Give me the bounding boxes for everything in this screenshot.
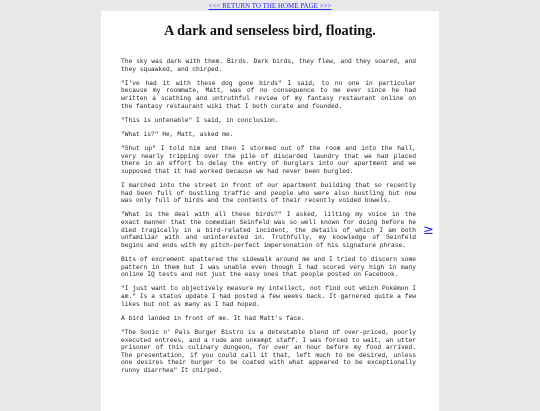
paragraph: "What is?" He, Matt, asked me. xyxy=(121,130,234,138)
paragraph: Bits of excrement spattered the sidewalk around me and I tried to discern some pattern in them but I was unable even though I had scored very high in many online IQ tests and not just the easy ones that people posted on Facebook. xyxy=(121,256,416,279)
next-page-arrow[interactable]: ≥ xyxy=(423,223,434,238)
article-title: A dark and senseless bird, floating. xyxy=(164,23,376,39)
article-page xyxy=(101,11,439,411)
return-home-link[interactable]: <<< RETURN TO THE HOME PAGE >>> xyxy=(208,2,332,10)
paragraph: I marched into the street in front of our apartment building that so recently had been full of bustling traffic and people who were also bustling but now was only full of birds and the contents of their recently voided bowels. xyxy=(121,182,416,205)
paragraph: A bird landed in front of me. It had Matt's face. xyxy=(121,314,305,322)
article-body xyxy=(121,58,416,381)
paragraph: "Shut up" I told him and then I stormed out of the room and into the hall, very nearly tripping over the pile of discarded laundry that we had placed there in an effort to delay the entry of burglars into our apartment and we supposed that it had worked because we had never been burgled. xyxy=(121,145,416,175)
paragraph: The sky was dark with them. Birds. Dark birds, they flew, and they soared, and they squawked, and chirped. xyxy=(121,58,416,73)
paragraph: "I've had it with these dog gone birds" I said, to no one in particular because my roommate, Matt, was of no consequence to me ever since he had written a scathing and untruthful review of my fantasy restaurant online on the fantasy restaurant wiki that I both curate and founded. xyxy=(121,79,416,110)
paragraph: "This is untenable" I said, in conclusion. xyxy=(121,116,279,124)
paragraph: "What is the deal with all these birds?" I asked, lilting my voice in the exact manner that the comedian Seinfeld was so well known for doing before he died tragically in a bird-related incident, the details of which I am both unfamiliar with and uninterested in. Truthfully, my knowledge of Seinfeld begins and ends with my pitch-perfect impersonation of his signature phrase. xyxy=(121,211,416,249)
paragraph: "I just want to objectively measure my intellect, not find out which Pokémon I am." Is a status update I had posted a few weeks back. It garnered quite a few likes but not as many as I had hoped. xyxy=(121,285,416,308)
paragraph: "The Sonic n' Pals Burger Bistro is a detestable blend of over-priced, poorly executed entrees, and a rude and unkempt staff. I was forced to wait, an utter prisoner of this culinary dungeon, for over an hour before my food arrived. The presentation, if you could call it that, left much to be desired, unless one desires their burger to be coated with what appeared to be exceptionally runny diarrhea" It chirped. xyxy=(121,328,416,374)
